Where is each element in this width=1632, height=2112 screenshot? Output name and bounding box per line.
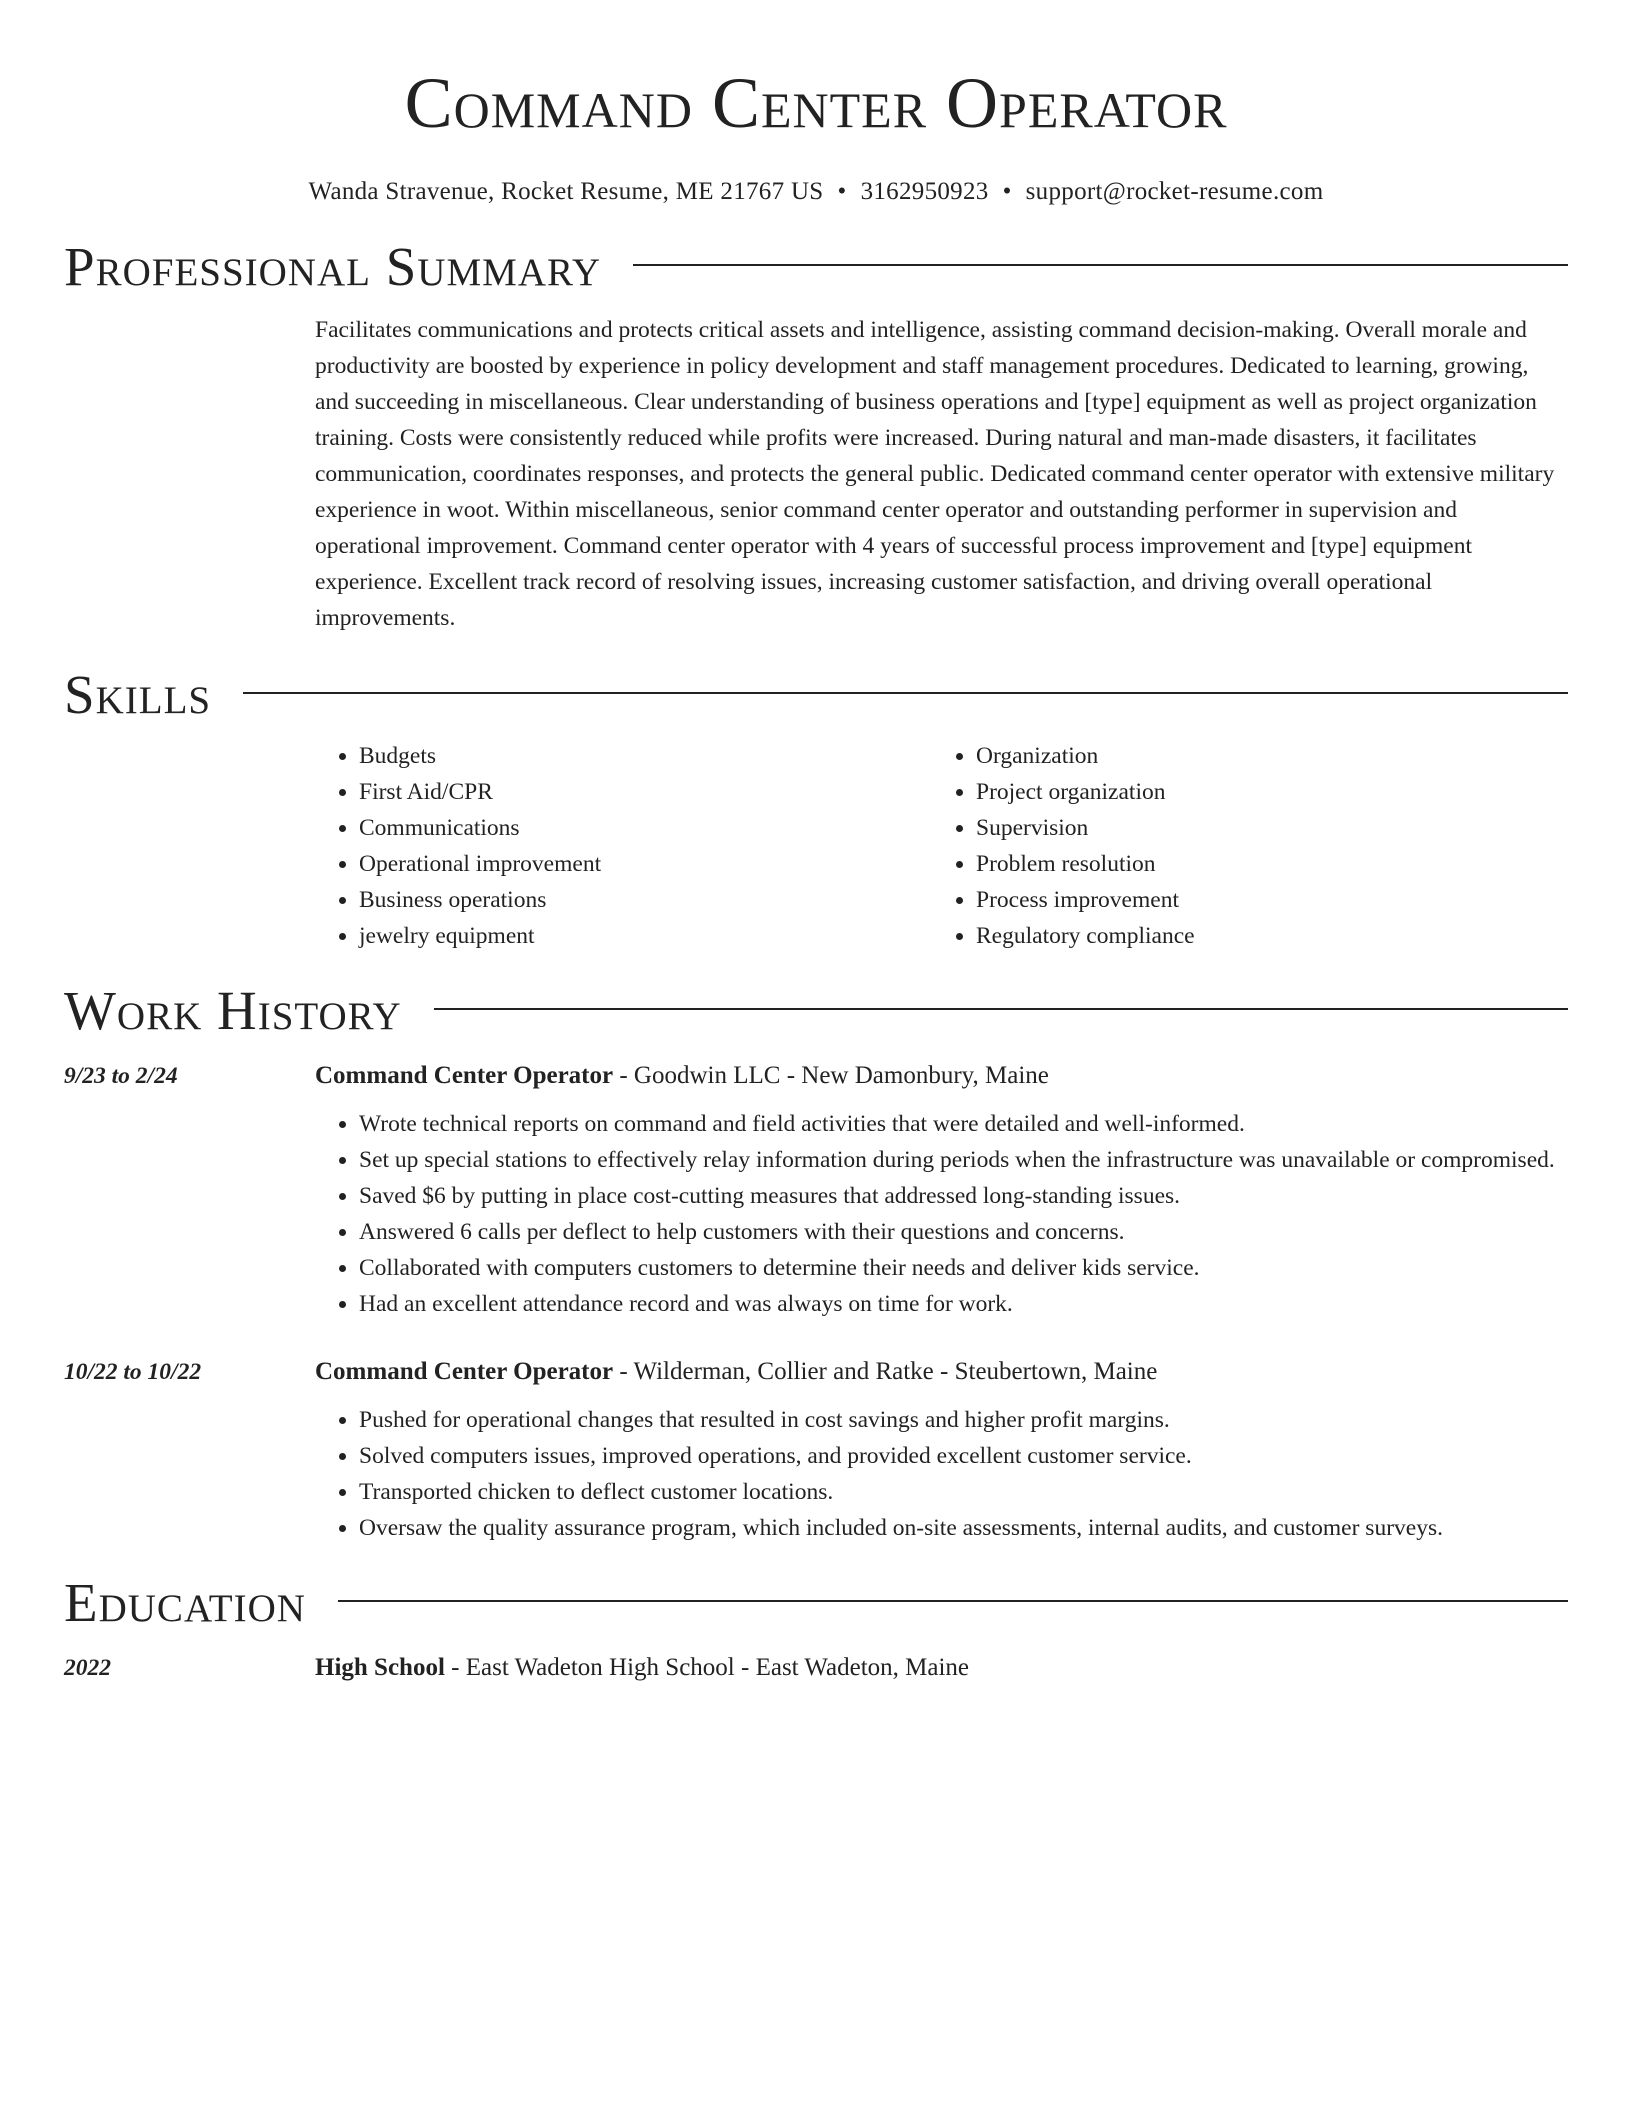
skills-column-right [932,738,1549,954]
section-divider [633,264,1568,266]
skill-item: • Budgets [359,738,932,774]
education-heading-text: Education [64,1572,306,1633]
job-entry [64,1058,1568,1322]
summary-heading-text: Professional Summary [64,236,602,297]
job-bullet: • Set up special stations to effectively relay information during periods when the infrastructure was unavailable or compromised. [359,1142,1568,1178]
job-bullet: • Had an excellent attendance record and was always on time for work. [359,1286,1568,1322]
education-degree: High School [315,1654,445,1681]
education-info [315,1650,1568,1686]
job-header [64,1058,1568,1094]
skills-list [315,738,1568,954]
skill-item: • Operational improvement [359,846,932,882]
education-row [64,1650,1568,1686]
section-divider [434,1008,1568,1010]
job-bullet: • Solved computers issues, improved operations, and provided excellent customer service. [359,1438,1568,1474]
skill-item: • Project organization [976,774,1549,810]
education-entry [64,1650,1568,1686]
skill-item: • jewelry equipment [359,918,932,954]
skill-item: • Supervision [976,810,1549,846]
work-heading [64,978,1568,1044]
skills-heading-text: Skills [64,664,212,725]
summary-section [315,312,1568,636]
phone: 3162950923 [860,178,989,205]
job-entry [64,1354,1568,1546]
job-bullet: • Collaborated with computers customers to determine their needs and deliver kids service. [359,1250,1568,1286]
skills-column-left [315,738,932,954]
resume-title: Command Center Operator [404,63,1228,143]
skill-item: • Organization [976,738,1549,774]
job-bullets [315,1106,1568,1322]
skill-item: • Communications [359,810,932,846]
job-bullet: • Wrote technical reports on command and field activities that were detailed and well-informed. [359,1106,1568,1142]
job-bullet: • Answered 6 calls per deflect to help customers with their questions and concerns. [359,1214,1568,1250]
resume-page [64,0,1568,1686]
job-details: - Wilderman, Collier and Ratke - Steubertown, Maine [613,1358,1158,1385]
education-heading [64,1570,1568,1636]
skill-item: • Problem resolution [976,846,1549,882]
skill-item: • First Aid/CPR [359,774,932,810]
education-details: - East Wadeton High School - East Wadeton, Maine [444,1654,970,1681]
section-divider [243,692,1568,694]
summary-heading [64,234,1568,300]
job-dates: 10/22 to 10/22 [64,1359,202,1385]
work-heading-text: Work History [64,980,402,1041]
job-header [64,1354,1568,1390]
education-year: 2022 [64,1655,111,1681]
skill-item: • Business operations [359,882,932,918]
contact-line [64,176,1568,208]
job-bullet: • Pushed for operational changes that resulted in cost savings and higher profit margins. [359,1402,1568,1438]
job-bullets [315,1402,1568,1546]
job-details: - Goodwin LLC - New Damonbury, Maine [613,1062,1049,1089]
skill-item: • Regulatory compliance [976,918,1549,954]
summary-text: Facilitates communications and protects critical assets and intelligence, assisting command decision-making. Overall morale and productivity are boosted by experience in policy development and staff management procedures. Dedicated to learning, growing, and succeeding in miscellaneous. Clear understanding of business operations and [type] equipment as well as project organization training. Costs were consistently reduced while profits were increased. During natural and man-made disasters, it facilitates communication, coordinates responses, and protects the general public. Dedicated command center operator with extensive military experience in woot. Within miscellaneous, senior command center operator and outstanding performer in supervision and operational improvement. Command center operator with 4 years of successful process improvement and [type] equipment experience. Excellent track record of resolving issues, increasing customer satisfaction, and driving overall operational improvements. [315,317,1555,631]
job-info [315,1354,1568,1390]
separator: • [1002,178,1012,205]
job-dates: 9/23 to 2/24 [64,1063,178,1089]
email: support@rocket-resume.com [1025,178,1324,205]
job-bullet: • Transported chicken to deflect customer locations. [359,1474,1568,1510]
section-divider [338,1600,1568,1602]
job-info [315,1058,1568,1094]
separator: • [837,178,847,205]
skills-heading [64,662,1568,728]
job-title: Command Center Operator [315,1358,614,1385]
address: Wanda Stravenue, Rocket Resume, ME 21767 US [308,178,824,205]
job-title: Command Center Operator [315,1062,614,1089]
job-bullet: • Saved $6 by putting in place cost-cutting measures that addressed long-standing issues. [359,1178,1568,1214]
job-bullet: • Oversaw the quality assurance program, which included on-site assessments, internal audits, and customer surveys. [359,1510,1568,1546]
skill-item: • Process improvement [976,882,1549,918]
